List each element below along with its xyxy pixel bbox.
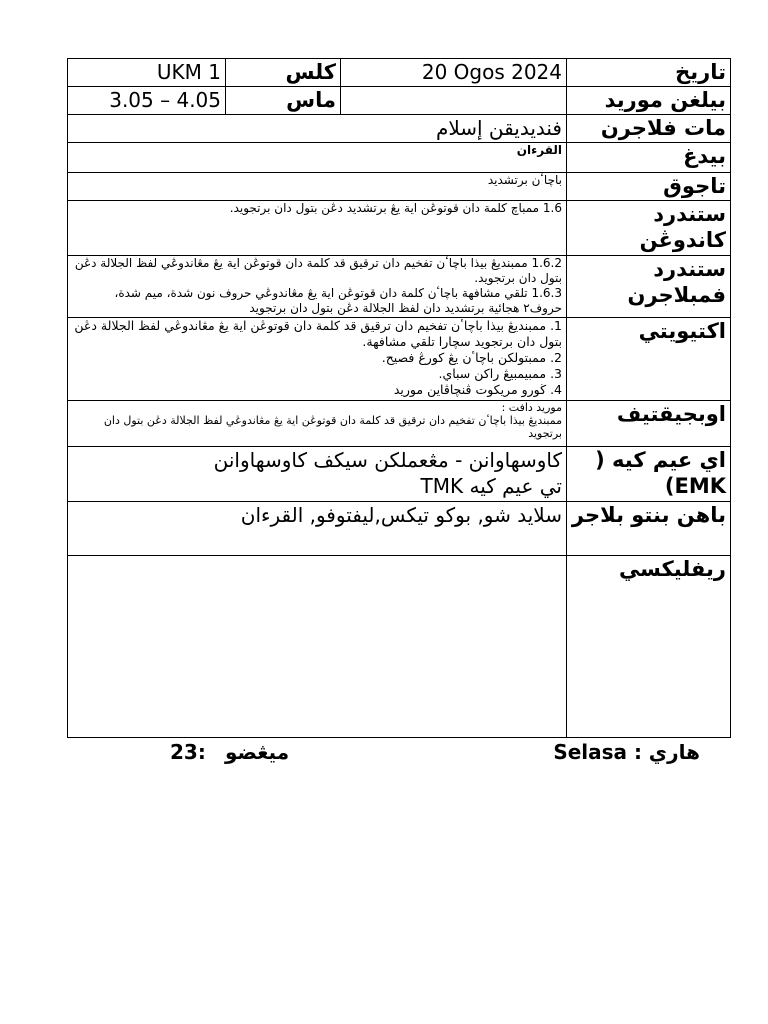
day-label: هاري: [648, 740, 700, 764]
row-field: [68, 143, 731, 173]
class-value: UKM 1: [68, 59, 226, 87]
subject-label: مات فلاجرن: [567, 115, 731, 143]
row-emk: [68, 447, 731, 502]
objective-value: [68, 401, 567, 447]
time-label: بيلغن موريد: [567, 87, 731, 115]
topic-label: تاجوق: [567, 173, 731, 201]
activities-label: اكتيويتي: [567, 318, 731, 401]
emk-line-2: تي عيم كيه TMK: [420, 474, 562, 498]
subject-value: فنديديقن إسلام: [68, 115, 567, 143]
learning-standard-item: 1.6.3 تلقي مشافهة باچاٴن كلمة دان قوتوڠن اية يڠ مڠاندوڠي حروف نون شدة، ميم شدة، حروف٢ هجائية برتشديد دان لفظ الجلالة دڠن بتول دان برتجويد: [114, 286, 562, 315]
time-spacer: [341, 87, 567, 115]
activity-item: 1. ممبنديڠ بيذا باچاٴن تفخيم دان ترقيق قد كلمة دان قوتوڠن اية يڠ مڠاندوڠي لفظ الجلالة دڠن بتول دان برتجويد سچارا تلقي مشافهة.: [74, 318, 562, 349]
week-value: 23:: [170, 740, 206, 764]
row-activities: [68, 318, 731, 401]
emk-line-1: كاوسهاوانن - مڠعملكن سيكف كاوسهاوانن: [213, 448, 562, 472]
materials-label: باهن بنتو بلاجر: [567, 502, 731, 556]
objective-label: اوبجيقتيف: [567, 401, 731, 447]
topic-value: باچاٴن برتشديد: [68, 173, 567, 201]
learning-standard-item: 1.6.2 ممبنديڠ بيذا باچاٴن تفخيم دان ترقيق قد كلمة دان قوتوڠن اية يڠ مڠاندوڠي لفظ الجلالة دڠن بتول دان برتجويد.: [74, 256, 562, 285]
time-value: 3.05 – 4.05: [68, 87, 226, 115]
learning-standard-value: [68, 256, 567, 318]
learning-standard-label: ستندرد فمبلاجرن: [567, 256, 731, 318]
date-value: 20 Ogos 2024: [341, 59, 567, 87]
field-value: القرءان: [68, 143, 567, 173]
week-label: ميڠضو: [225, 740, 290, 764]
row-materials: [68, 502, 731, 556]
activity-item: 3. ممبيمبيڠ راكن سباي.: [438, 366, 562, 381]
activity-item: 4. ڬورو مريكوت ڤنچاڤاين موريد: [393, 382, 562, 397]
reflection-value: [68, 556, 567, 738]
emk-value: [68, 447, 567, 502]
row-date-class: [68, 59, 731, 87]
content-standard-label: ستندرد كاندوڠن: [567, 201, 731, 256]
reflection-label: ريفليكسي: [567, 556, 731, 738]
date-label: تاريخ: [567, 59, 731, 87]
emk-label: اي عيم كيه ( EMK): [567, 447, 731, 502]
content-standard-value: 1.6 ممباچ كلمة دان قوتوڠن اية يڠ برتشديد دڠن بتول دان برتجويد.: [68, 201, 567, 256]
field-label: بيدغ: [567, 143, 731, 173]
row-subject: [68, 115, 731, 143]
activity-item: 2. ممبتولكن باچاٴن يڠ كورڠ فصيح.: [381, 350, 562, 365]
row-learning-standard: [68, 256, 731, 318]
row-objective: [68, 401, 731, 447]
lesson-plan-table: [67, 58, 731, 738]
footer: [67, 738, 730, 768]
lesson-plan-sheet: [67, 58, 730, 738]
row-topic: [68, 173, 731, 201]
activities-value: [68, 318, 567, 401]
row-time: [68, 87, 731, 115]
row-content-standard: [68, 201, 731, 256]
objective-text: ممبنديڠ بيذا باچاٴن تفخيم دان ترقيق قد كلمة دان قوتوڠن اية يڠ مڠاندوڠي لفظ الجلالة دڠن بتول دان برتجويد: [103, 414, 562, 440]
day-value: Selasa :: [553, 740, 642, 764]
objective-intro: موريد دافت :: [501, 401, 562, 414]
row-reflection: [68, 556, 731, 738]
class-label: كلس: [226, 59, 341, 87]
duration-label: ماس: [226, 87, 341, 115]
materials-value: سلايد شو, بوكو تيكس,ليفتوفو, القرءان: [68, 502, 567, 556]
